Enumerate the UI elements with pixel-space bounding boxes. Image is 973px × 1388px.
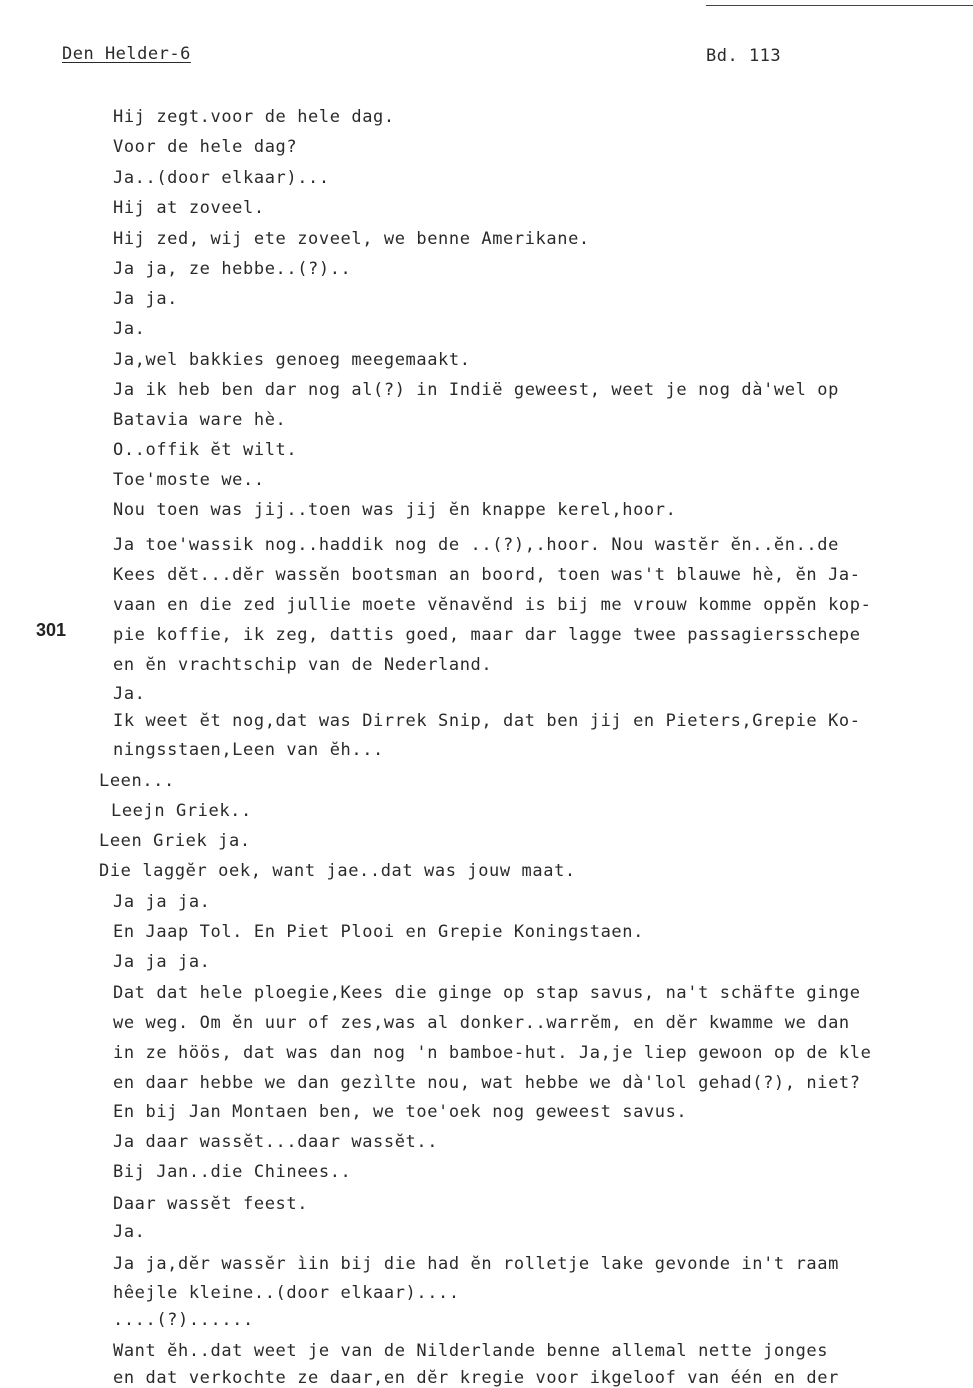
transcript-line: Ja ja, ze hebbe..(?)..	[113, 259, 352, 279]
transcript-line: Ik weet ĕt nog,dat was Dirrek Snip, dat ben jij en Pieters,Grepie Ko-	[113, 711, 861, 731]
transcript-line: Leen Griek ja.	[99, 831, 251, 851]
transcript-line: Daar wassĕt feest.	[113, 1194, 309, 1214]
transcript-line: pie koffie, ik zeg, dattis goed, maar dar lagge twee passagiersschepe	[113, 625, 861, 645]
transcript-line: Hij at zoveel.	[113, 198, 265, 218]
transcript-line: Ja ja.	[113, 289, 179, 309]
transcript-line: Hij zegt.voor de hele dag.	[113, 107, 395, 127]
transcript-line: en ĕn vrachtschip van de Nederland.	[113, 655, 493, 675]
transcript-line: Ja.	[113, 319, 146, 339]
transcript-line: Leejn Griek..	[111, 801, 252, 821]
transcript-line: ningsstaen,Leen van ĕh...	[113, 740, 384, 760]
transcript-line: Leen...	[99, 771, 175, 791]
top-rule	[706, 5, 973, 6]
transcript-line: Dat dat hele ploegie,Kees die ginge op stap savus, na't schäfte ginge	[113, 983, 861, 1003]
page-header-volume: Bd. 113	[706, 46, 782, 66]
transcript-line: Hij zed, wij ete zoveel, we benne Amerikane.	[113, 229, 590, 249]
transcript-line: Voor de hele dag?	[113, 137, 298, 157]
page-header-location: Den Helder-6	[62, 44, 191, 64]
transcript-line: Die laggĕr oek, want jae..dat was jouw maat.	[99, 861, 576, 881]
transcript-line: we weg. Om ĕn uur of zes,was al donker..warrĕm, en dĕr kwamme we dan	[113, 1013, 850, 1033]
transcript-line: Toe'moste we..	[113, 470, 265, 490]
transcript-line: Kees dĕt...dĕr wassĕn bootsman an boord, toen was't blauwe hè, ĕn Ja-	[113, 565, 861, 585]
transcript-line: Ja.	[113, 684, 146, 704]
transcript-line: Ja ja ja.	[113, 892, 211, 912]
transcript-line: Ja,wel bakkies genoeg meegemaakt.	[113, 350, 471, 370]
transcript-line: Bij Jan..die Chinees..	[113, 1162, 352, 1182]
transcript-line: O..offik ĕt wilt.	[113, 440, 298, 460]
transcript-line: in ze höös, dat was dan nog 'n bamboe-hut. Ja,je liep gewoon op de kle	[113, 1043, 872, 1063]
transcript-line: En Jaap Tol. En Piet Plooi en Grepie Koningstaen.	[113, 922, 644, 942]
margin-note: 301	[36, 620, 67, 640]
transcript-line: Ja ja,dĕr wassĕr ìin bij die had ĕn rolletje lake gevonde in't raam	[113, 1254, 839, 1274]
transcript-line: Ja.	[113, 1222, 146, 1242]
transcript-line: Ja daar wassĕt...daar wassĕt..	[113, 1132, 439, 1152]
transcript-line: en daar hebbe we dan gezìlte nou, wat hebbe we dà'lol gehad(?), niet?	[113, 1073, 861, 1093]
transcript-line: en dat verkochte ze daar,en dĕr kregie voor ikgeloof van één en der	[113, 1368, 839, 1388]
transcript-line: Want ĕh..dat weet je van de Nilderlande benne allemal nette jonges	[113, 1341, 829, 1361]
transcript-line: Ja..(door elkaar)...	[113, 168, 330, 188]
transcript-line: Ja ik heb ben dar nog al(?) in Indië geweest, weet je nog dà'wel op	[113, 380, 839, 400]
transcript-line: hêejle kleine..(door elkaar)....	[113, 1283, 460, 1303]
transcript-line: Batavia ware hè.	[113, 410, 287, 430]
transcript-line: Nou toen was jij..toen was jij ĕn knappe kerel,hoor.	[113, 500, 677, 520]
transcript-line: vaan en die zed jullie moete vĕnavĕnd is bij me vrouw komme oppĕn kop-	[113, 595, 872, 615]
transcript-line: Ja toe'wassik nog..haddik nog de ..(?),.hoor. Nou wastĕr ĕn..ĕn..de	[113, 535, 839, 555]
transcript-line: En bij Jan Montaen ben, we toe'oek nog geweest savus.	[113, 1102, 688, 1122]
transcript-line: Ja ja ja.	[113, 952, 211, 972]
transcript-line: ....(?)......	[113, 1310, 254, 1330]
